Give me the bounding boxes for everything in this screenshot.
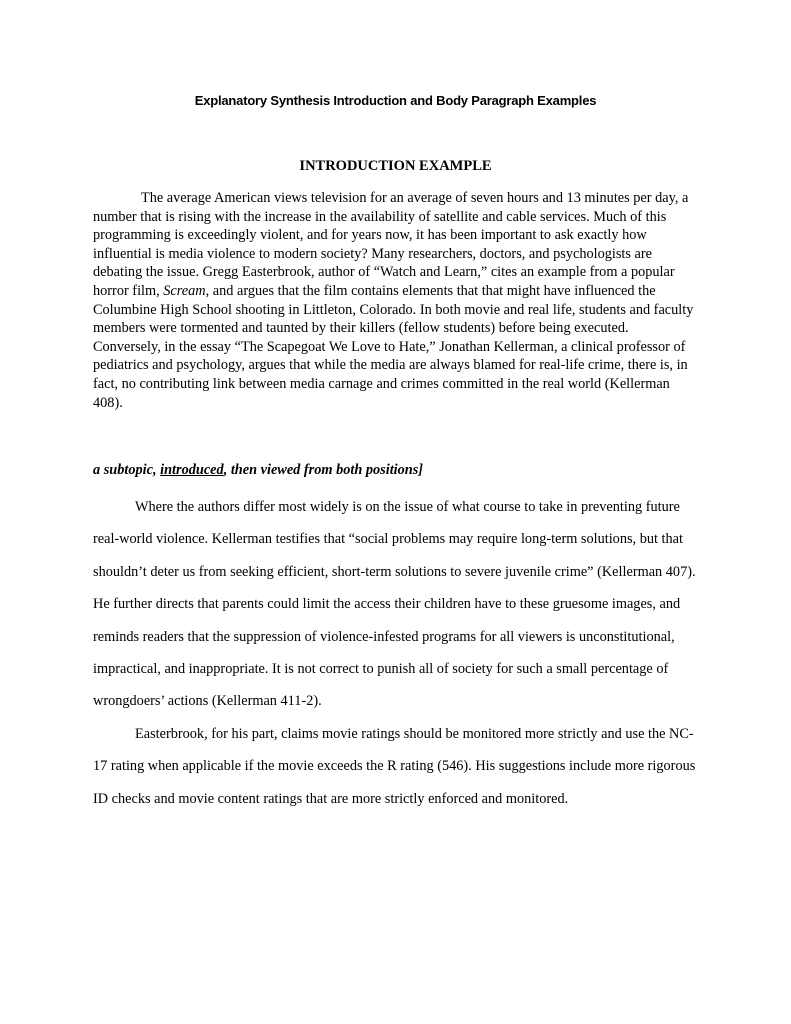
body-line: wrongdoers’ actions (Kellerman 411-2). — [93, 693, 322, 710]
body-line: Where the authors differ most widely is on the issue of what course to take in preventing future — [135, 499, 680, 515]
intro-line: Conversely, in the essay “The Scapegoat We Love to Hate,” Jonathan Kellerman, a clinical professor of — [93, 338, 686, 355]
subtopic-prefix: a subtopic, — [93, 462, 161, 478]
intro-line: fact, no contributing link between media carnage and crimes committed in the real world (Kellerman — [93, 375, 670, 392]
intro-line: The average American views television for an average of seven hours and 13 minutes per day, a — [141, 190, 689, 206]
intro-line-suffix: , and argues that the film contains elements that that might have influenced the — [205, 282, 656, 299]
film-title: Scream — [163, 282, 206, 299]
body-line: impractical, and inappropriate. It is not correct to punish all of society for such a small percentage of — [93, 661, 669, 678]
body-paragraphs — [93, 491, 697, 815]
body-line: 17 rating when applicable if the movie exceeds the R rating (546). His suggestions include more rigorous — [93, 758, 696, 775]
body-line: real-world violence. Kellerman testifies that “social problems may require long-term solutions, but that — [93, 531, 683, 548]
body-line: shouldn’t deter us from seeking efficient, short-term solutions to severe juvenile crime” (Kellerman 407). — [93, 563, 696, 580]
body-line: reminds readers that the suppression of violence-infested programs for all viewers is unconstitutional, — [93, 628, 675, 645]
intro-line-with-title — [93, 282, 697, 301]
intro-line-prefix: horror film, — [93, 282, 164, 299]
subtopic-underlined: introduced — [160, 462, 224, 478]
intro-line: Columbine High School shooting in Littleton, Colorado. In both movie and real life, students and faculty — [93, 301, 694, 318]
intro-line: number that is rising with the increase in the availability of satellite and cable services. Much of this — [93, 208, 667, 225]
intro-line: pediatrics and psychology, argues that while the media are always blamed for real-life crime, there is, in — [93, 357, 688, 374]
intro-line: influential is media violence to modern society? Many researchers, doctors, and psychologists are — [93, 245, 652, 262]
subtopic-suffix: , then viewed from both positions] — [223, 462, 424, 478]
intro-line: 408). — [93, 394, 123, 411]
intro-line: debating the issue. Gregg Easterbrook, author of “Watch and Learn,” cites an example from a popular — [93, 264, 675, 281]
intro-heading: INTRODUCTION EXAMPLE — [299, 158, 492, 174]
body-line: ID checks and movie content ratings that are more strictly enforced and monitored. — [93, 790, 569, 807]
body-line: He further directs that parents could limit the access their children have to these gruesome images, and — [93, 596, 681, 613]
intro-line: members were tormented and taunted by their killers (fellow students) before being executed. — [93, 320, 629, 337]
subtopic-note — [93, 462, 423, 479]
intro-line: programming is exceedingly violent, and for years now, it has been important to ask exactly how — [93, 227, 647, 244]
body-line: Easterbrook, for his part, claims movie ratings should be monitored more strictly and use the NC- — [135, 725, 694, 742]
intro-paragraph — [93, 189, 697, 412]
document-title: Explanatory Synthesis Introduction and Body Paragraph Examples — [194, 93, 597, 108]
